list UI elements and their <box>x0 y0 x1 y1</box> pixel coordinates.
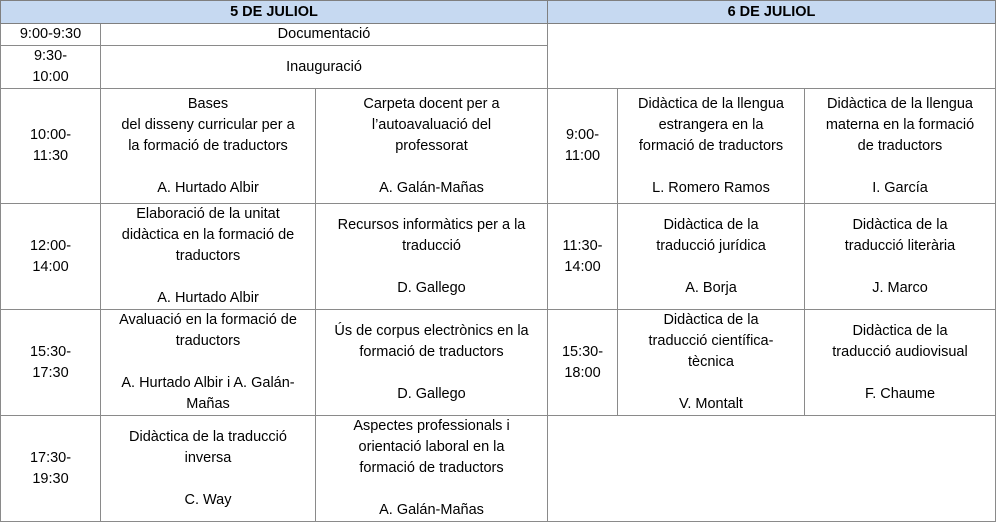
speaker-name: I. García <box>872 179 928 196</box>
session-cell: Didàctica de la traducció inversa C. Way <box>101 416 316 522</box>
empty-cell <box>548 416 996 522</box>
speaker-name: A. Hurtado Albir <box>157 290 259 306</box>
speaker-name: A. Galán-Mañas <box>379 502 484 518</box>
time-cell: 15:30- 17:30 <box>1 310 101 416</box>
session-cell: Avaluació en la formació de traductors A. Hurtado Albir i A. Galán- Mañas <box>101 310 316 416</box>
session-cell: Elaboració de la unitat didàctica en la formació de traductors A. Hurtado Albir <box>101 204 316 310</box>
session-cell: Didàctica de la traducció científica- tècnica V. Montalt <box>618 310 805 416</box>
speaker-name: D. Gallego <box>397 385 466 402</box>
header-row <box>1 1 996 24</box>
time-cell: 9:00- 11:00 <box>548 89 618 204</box>
session-cell: Carpeta docent per a l’autoavaluació del professorat A. Galán-Mañas <box>316 89 548 204</box>
speaker-name: A. Hurtado Albir i A. Galán- <box>121 375 295 391</box>
empty-cell <box>548 24 996 89</box>
session-cell: Aspectes professionals i orientació laboral en la formació de traductors A. Galán-Mañas <box>316 416 548 522</box>
table-row <box>1 24 996 46</box>
speaker-name: Mañas <box>186 396 230 412</box>
day-header-6-juliol: 6 DE JULIOL <box>548 1 996 24</box>
speaker-name: C. Way <box>184 491 232 508</box>
session-documentacio: Documentació <box>101 24 548 46</box>
day-header-5-juliol: 5 DE JULIOL <box>1 1 548 24</box>
table-row <box>1 416 996 522</box>
time-cell: 10:00- 11:30 <box>1 89 101 204</box>
speaker-name: D. Gallego <box>397 279 466 296</box>
speaker-name: V. Montalt <box>679 396 743 412</box>
session-cell: Didàctica de la traducció jurídica A. Borja <box>618 204 805 310</box>
speaker-name: J. Marco <box>872 279 928 296</box>
session-cell: Recursos informàtics per a la traducció D. Gallego <box>316 204 548 310</box>
time-cell: 17:30- 19:30 <box>1 416 101 522</box>
time-cell: 9:00-9:30 <box>1 24 101 46</box>
session-cell: Didàctica de la traducció literària J. Marco <box>805 204 996 310</box>
session-cell: Didàctica de la traducció audiovisual F. Chaume <box>805 310 996 416</box>
time-cell: 11:30- 14:00 <box>548 204 618 310</box>
time-cell: 9:30- 10:00 <box>1 46 101 89</box>
table-row <box>1 89 996 204</box>
speaker-name: F. Chaume <box>864 385 936 402</box>
session-cell: Didàctica de la llengua estrangera en la formació de traductors L. Romero Ramos <box>618 89 805 204</box>
table-row <box>1 204 996 310</box>
session-inauguracio: Inauguració <box>101 46 548 89</box>
time-cell: 15:30- 18:00 <box>548 310 618 416</box>
time-cell: 12:00- 14:00 <box>1 204 101 310</box>
session-cell: Didàctica de la llengua materna en la formació de traductors I. García <box>805 89 996 204</box>
table-row <box>1 310 996 416</box>
session-cell: Bases del disseny curricular per a la formació de traductors A. Hurtado Albir <box>101 89 316 204</box>
speaker-name: A. Galán-Mañas <box>379 179 484 196</box>
session-cell: Ús de corpus electrònics en la formació de traductors D. Gallego <box>316 310 548 416</box>
speaker-name: A. Borja <box>685 279 737 296</box>
speaker-name: L. Romero Ramos <box>652 179 770 196</box>
speaker-name: A. Hurtado Albir <box>157 179 259 196</box>
